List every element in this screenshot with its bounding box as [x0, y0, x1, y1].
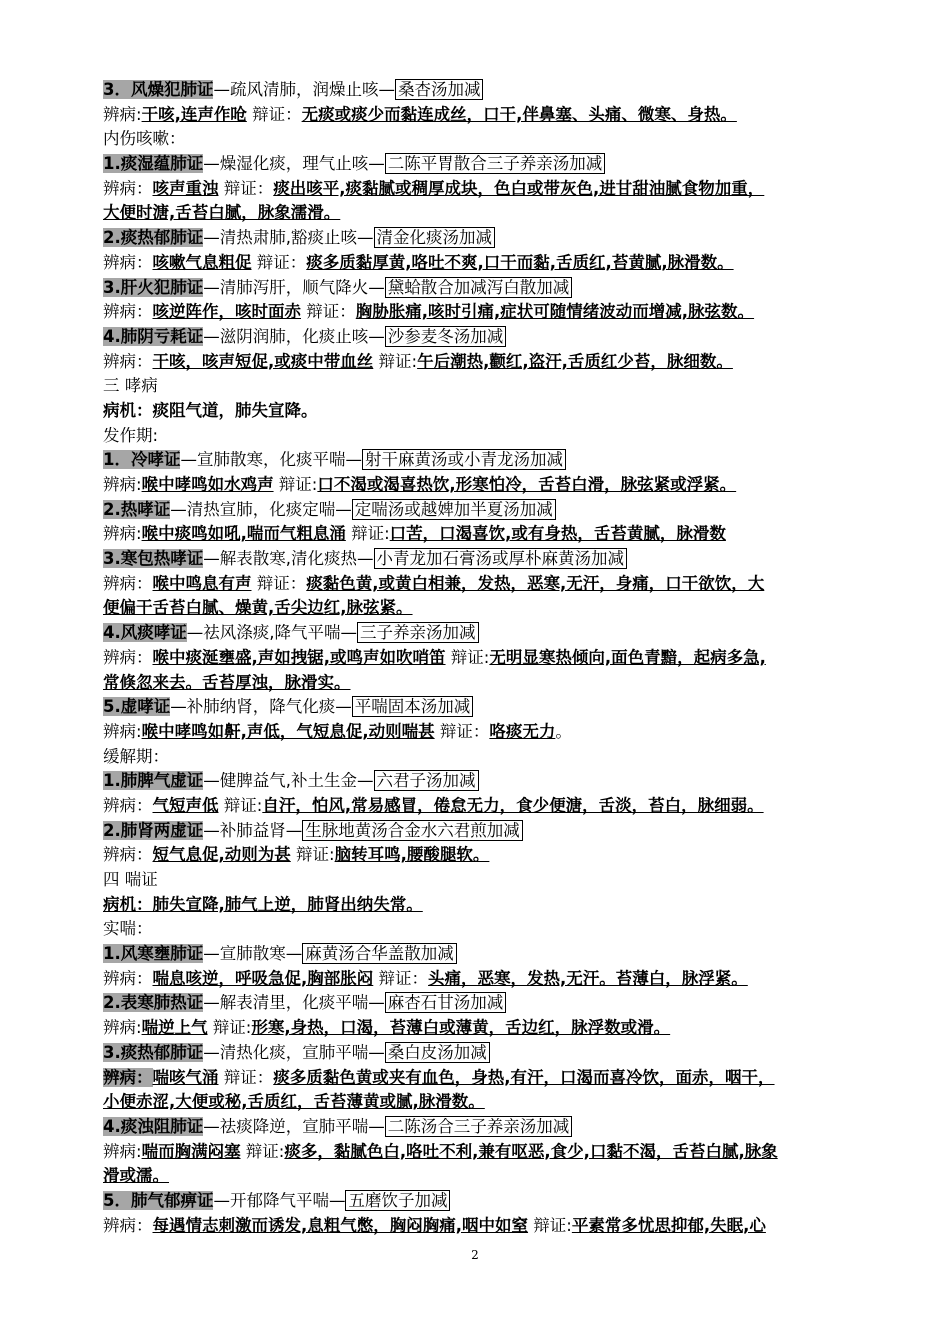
syndrome-treatment-line — [103, 547, 883, 572]
formula-box: 五磨饮子加减 — [345, 1190, 450, 1211]
heading-text: 内伤咳嗽： — [103, 129, 186, 149]
section-heading — [103, 745, 883, 770]
formula-box: 三子养亲汤加减 — [357, 622, 479, 643]
syndrome-signs: 痰多质黏厚黄,咯吐不爽,口干而黏,舌质红,苔黄腻,脉滑数。 — [306, 252, 734, 272]
diagnosis-line — [103, 794, 883, 819]
disease-label: 辨病： — [103, 573, 153, 593]
syndrome-signs: 午后潮热,颧红,盗汗,舌质红少苔，脉细数。 — [417, 351, 733, 371]
syndrome-treatment-line — [103, 819, 883, 844]
syndrome-treatment-line — [103, 942, 883, 967]
disease-label: 辨病： — [103, 178, 153, 198]
disease-label: 辨病： — [103, 795, 153, 815]
syndrome-treatment-line — [103, 769, 883, 794]
heading-text: 四 喘证 — [103, 870, 158, 889]
disease-label: 辨病: — [103, 1018, 142, 1038]
syndrome-signs: 大便时溏,舌苔白腻，脉象濡滑。 — [103, 203, 341, 223]
diagnosis-line — [103, 473, 883, 498]
syndrome-signs: 脑转耳鸣,腰酸腿软。 — [334, 845, 490, 865]
formula-box: 沙参麦冬汤加减 — [385, 326, 507, 347]
disease-symptoms: 咳嗽气息粗促 — [152, 252, 252, 272]
diagnosis-line — [103, 350, 883, 375]
formula-box: 麻黄汤合华盖散加减 — [302, 943, 457, 964]
syndrome-label: 辩证： — [434, 721, 490, 741]
treatment-method: —开郁降气平喘— — [213, 1190, 346, 1210]
section-heading — [103, 374, 883, 399]
diagnosis-line — [103, 1140, 883, 1165]
disease-symptoms: 喉中哮鸣如水鸡声 — [141, 475, 274, 494]
syndrome-label: 辩证: — [240, 1141, 285, 1161]
diagnosis-line — [103, 572, 883, 597]
treatment-method: —祛痰降逆，宣肺平喘— — [203, 1116, 385, 1136]
syndrome-name: 3.痰热郁肺证 — [103, 1042, 204, 1062]
diagnosis-line — [103, 843, 883, 868]
syndrome-signs: 头痛，恶寒，发热,无汗。苔薄白，脉浮紧。 — [428, 968, 748, 988]
formula-box: 二陈平胃散合三子养亲汤加减 — [385, 153, 606, 174]
formula-box: 二陈汤合三子养亲汤加减 — [385, 1116, 573, 1137]
syndrome-signs: 口苦，口渴喜饮,或有身热，舌苔黄腻，脉滑数 — [389, 524, 726, 544]
formula-box: 六君子汤加减 — [374, 770, 479, 791]
syndrome-label: 辩证： — [218, 1067, 274, 1087]
disease-symptoms: 喘而胸满闷塞 — [141, 1141, 241, 1161]
disease-symptoms: 短气息促,动则为甚 — [152, 845, 291, 865]
diagnosis-line — [103, 251, 883, 276]
treatment-method: —祛风涤痰,降气平喘— — [186, 623, 357, 643]
pathogenesis-text: 病机：肺失宣降,肺气上逆，肺肾出纳失常。 — [103, 894, 423, 914]
syndrome-signs: 痰多质黏色黄或夹有血色，身热,有汗，口渴而喜冷饮，面赤，咽干， — [273, 1067, 775, 1087]
syndrome-signs: 痰多，黏腻色白,咯吐不利,兼有呕恶,食少,口黏不渴，舌苔白腻,脉象 — [284, 1141, 778, 1161]
heading-text: 缓解期： — [103, 746, 169, 766]
syndrome-name: 1.风寒壅肺证 — [103, 944, 204, 964]
diagnosis-line — [103, 646, 883, 671]
diagnosis-continuation — [103, 201, 883, 226]
syndrome-label: 辩证： — [251, 252, 307, 272]
page-number: 2 — [471, 1248, 479, 1262]
syndrome-name: 4.痰浊阻肺证 — [103, 1116, 204, 1136]
diagnosis-continuation — [103, 1090, 883, 1115]
section-heading — [103, 424, 883, 449]
syndrome-label: 辩证: — [528, 1215, 572, 1235]
syndrome-signs: 无明显寒热倾向,面色青黯，起病多急, — [489, 647, 766, 667]
syndrome-treatment-line — [103, 695, 883, 720]
treatment-method: —宣肺散寒— — [203, 944, 303, 964]
formula-box: 桑杏汤加减 — [395, 79, 484, 100]
disease-symptoms: 喉中哮鸣如鼾,声低，气短息促,动则喘甚 — [141, 721, 435, 741]
treatment-method: —宣肺散寒，化痰平喘— — [180, 450, 362, 470]
disease-symptoms: 咳逆阵作，咳时面赤 — [152, 302, 301, 322]
diagnosis-continuation — [103, 1164, 883, 1189]
syndrome-label: 辩证: — [345, 524, 390, 544]
diagnosis-line — [103, 1016, 883, 1041]
section-heading — [103, 127, 883, 152]
syndrome-label: 辩证： — [373, 968, 429, 988]
section-heading — [103, 868, 883, 893]
syndrome-signs: 口不渴或渴喜热饮,形寒怕冷，舌苔白滑，脉弦紧或浮紧。 — [317, 475, 737, 494]
syndrome-label: 辩证： — [246, 104, 302, 124]
formula-box: 麻杏石甘汤加减 — [385, 992, 507, 1013]
syndrome-name: 3.肝火犯肺证 — [103, 277, 204, 297]
syndrome-label: 辩证： — [301, 302, 356, 322]
syndrome-name: 2.表寒肺热证 — [103, 993, 204, 1013]
disease-symptoms: 喘咳气涌 — [152, 1067, 219, 1087]
disease-label: 辨病： — [103, 351, 153, 371]
disease-label: 辨病： — [103, 968, 153, 988]
syndrome-name: 5.虚哮证 — [103, 697, 171, 717]
disease-label: 辨病: — [103, 721, 142, 741]
syndrome-name: 2.痰热郁肺证 — [103, 228, 204, 248]
syndrome-label: 辩证: — [218, 795, 263, 815]
treatment-method: —补肺纳肾，降气化痰— — [170, 697, 352, 717]
disease-symptoms: 咳声重浊 — [152, 178, 219, 198]
syndrome-name: 1.痰湿蕴肺证 — [103, 154, 204, 174]
disease-symptoms: 喉中痰涎壅盛,声如拽锯,或鸣声如吹哨笛 — [152, 647, 446, 667]
syndrome-treatment-line — [103, 226, 883, 251]
disease-symptoms: 喉中鸣息有声 — [152, 573, 252, 593]
syndrome-label: 辩证: — [373, 351, 418, 371]
diagnosis-continuation — [103, 671, 883, 696]
syndrome-signs: 滑或濡。 — [103, 1166, 169, 1186]
disease-symptoms: 喘逆上气 — [141, 1018, 208, 1038]
disease-label: 辨病： — [103, 1067, 153, 1087]
disease-label: 辨病: — [103, 104, 142, 124]
disease-label: 辨病: — [103, 524, 142, 544]
syndrome-label: 辩证： — [218, 178, 274, 198]
treatment-method: —健脾益气,补土生金— — [203, 771, 374, 791]
syndrome-label: 辩证: — [207, 1018, 252, 1038]
formula-box: 清金化痰汤加减 — [374, 227, 496, 248]
treatment-method: —清热宣肺，化痰定喘— — [170, 499, 352, 519]
disease-symptoms: 每遇情志刺激而诱发,息粗气憋，胸闷胸痛,咽中如窒 — [152, 1215, 529, 1235]
syndrome-name: 3．风燥犯肺证 — [103, 80, 214, 99]
formula-box: 平喘固本汤加减 — [352, 696, 474, 717]
syndrome-treatment-line — [103, 448, 883, 473]
syndrome-name: 2.热哮证 — [103, 499, 171, 519]
diagnosis-line — [103, 300, 883, 325]
syndrome-name: 4.肺阴亏耗证 — [103, 326, 204, 346]
treatment-method: —清热肃肺,豁痰止咳— — [203, 228, 374, 248]
diagnosis-line — [103, 522, 883, 547]
diagnosis-line — [103, 177, 883, 202]
syndrome-signs: 咯痰无力 — [489, 721, 556, 741]
heading-text: 三 哮病 — [103, 376, 158, 396]
syndrome-treatment-line — [103, 78, 883, 103]
diagnosis-continuation — [103, 596, 883, 621]
disease-symptoms: 喉中痰鸣如吼,喘而气粗息涌 — [141, 524, 346, 544]
diagnosis-line — [103, 103, 883, 128]
syndrome-treatment-line — [103, 991, 883, 1016]
syndrome-treatment-line — [103, 498, 883, 523]
disease-symptoms: 气短声低 — [152, 795, 219, 815]
treatment-method: —解表散寒,清化痰热— — [203, 549, 374, 569]
syndrome-treatment-line — [103, 325, 883, 350]
heading-text: 实喘： — [103, 919, 153, 939]
formula-box: 黛蛤散合加减泻白散加减 — [385, 277, 573, 298]
syndrome-treatment-line — [103, 621, 883, 646]
disease-label: 辨病: — [103, 1141, 142, 1161]
syndrome-signs: 常倏忽来去。舌苔厚浊，脉滑实。 — [103, 672, 351, 692]
syndrome-name: 4.风痰哮证 — [103, 623, 187, 643]
syndrome-signs: 便偏干舌苔白腻、燥黄,舌尖边红,脉弦紧。 — [103, 598, 413, 618]
syndrome-label: 辩证: — [290, 845, 335, 865]
syndrome-signs: 无痰或痰少而黏连成丝，口干,伴鼻塞、头痛、微寒、身热。 — [301, 104, 737, 124]
pathogenesis-text: 病机：痰阻气道，肺失宣降。 — [103, 400, 318, 420]
syndrome-label: 辩证: — [445, 647, 490, 667]
disease-label: 辨病： — [103, 302, 153, 322]
formula-box: 桑白皮汤加减 — [385, 1042, 490, 1063]
disease-label: 辨病: — [103, 475, 142, 494]
syndrome-name: 1.肺脾气虚证 — [103, 771, 204, 791]
syndrome-treatment-line — [103, 1041, 883, 1066]
diagnosis-line — [103, 1066, 883, 1091]
syndrome-name: 3.寒包热哮证 — [103, 549, 204, 569]
syndrome-treatment-line — [103, 276, 883, 301]
pathogenesis-line — [103, 399, 883, 424]
diagnosis-line — [103, 1214, 883, 1239]
syndrome-signs: 小便赤涩,大便或秘,舌质红，舌苔薄黄或腻,脉滑数。 — [103, 1092, 485, 1112]
syndrome-treatment-line — [103, 152, 883, 177]
treatment-method: —滋阴润肺，化痰止咳— — [203, 326, 385, 346]
treatment-method: —疏风清肺，润燥止咳— — [213, 80, 395, 99]
syndrome-signs: 平素常多忧思抑郁,失眠,心 — [571, 1215, 766, 1235]
disease-label: 辨病： — [103, 845, 153, 865]
syndrome-signs: 痰黏色黄,或黄白相兼，发热，恶寒,无汗，身痛，口干欲饮，大 — [306, 573, 765, 593]
syndrome-treatment-line — [103, 1189, 883, 1214]
document-body — [103, 78, 883, 1238]
syndrome-label: 辩证: — [273, 475, 318, 494]
treatment-method: —清肺泻肝，顺气降火— — [203, 277, 385, 297]
treatment-method: —补肺益肾— — [203, 820, 303, 840]
treatment-method: —燥湿化痰，理气止咳— — [203, 154, 385, 174]
disease-label: 辨病： — [103, 647, 153, 667]
disease-symptoms: 干咳,连声作呛 — [141, 104, 247, 124]
section-heading — [103, 917, 883, 942]
syndrome-signs: 胸胁胀痛,咳时引痛,症状可随情绪波动而增减,脉弦数。 — [355, 302, 755, 322]
treatment-method: —清热化痰，宣肺平喘— — [203, 1042, 385, 1062]
formula-box: 定喘汤或越婢加半夏汤加减 — [352, 499, 556, 520]
formula-box: 生脉地黄汤合金水六君煎加减 — [302, 820, 523, 841]
syndrome-signs: 形寒,身热，口渴，苔薄白或薄黄，舌边红，脉浮数或滑。 — [251, 1018, 671, 1038]
syndrome-name: 5．肺气郁痹证 — [103, 1190, 214, 1210]
disease-label: 辨病： — [103, 1215, 153, 1235]
formula-box: 小青龙加石膏汤或厚朴麻黄汤加减 — [374, 548, 628, 569]
disease-symptoms: 干咳，咳声短促,或痰中带血丝 — [152, 351, 374, 371]
syndrome-label: 辩证： — [251, 573, 307, 593]
syndrome-signs: 痰出咳平,痰黏腻或稠厚成块，色白或带灰色,进甘甜油腻食物加重， — [273, 178, 765, 198]
disease-label: 辨病： — [103, 252, 153, 272]
formula-box: 射干麻黄汤或小青龙汤加减 — [362, 449, 566, 470]
syndrome-name: 2.肺肾两虚证 — [103, 820, 204, 840]
syndrome-signs: 自汗，怕风,常易感冒，倦怠无力，食少便溏，舌淡，苔白，脉细弱。 — [262, 795, 764, 815]
disease-symptoms: 喘息咳逆，呼吸急促,胸部胀闷 — [152, 968, 374, 988]
pathogenesis-line — [103, 893, 883, 918]
heading-text: 发作期: — [103, 425, 159, 445]
treatment-method: —解表清里，化痰平喘— — [203, 993, 385, 1013]
syndrome-treatment-line — [103, 1115, 883, 1140]
diagnosis-line — [103, 967, 883, 992]
diagnosis-line — [103, 720, 883, 745]
syndrome-name: 1．冷哮证 — [103, 450, 181, 470]
punctuation: 。 — [555, 721, 572, 741]
